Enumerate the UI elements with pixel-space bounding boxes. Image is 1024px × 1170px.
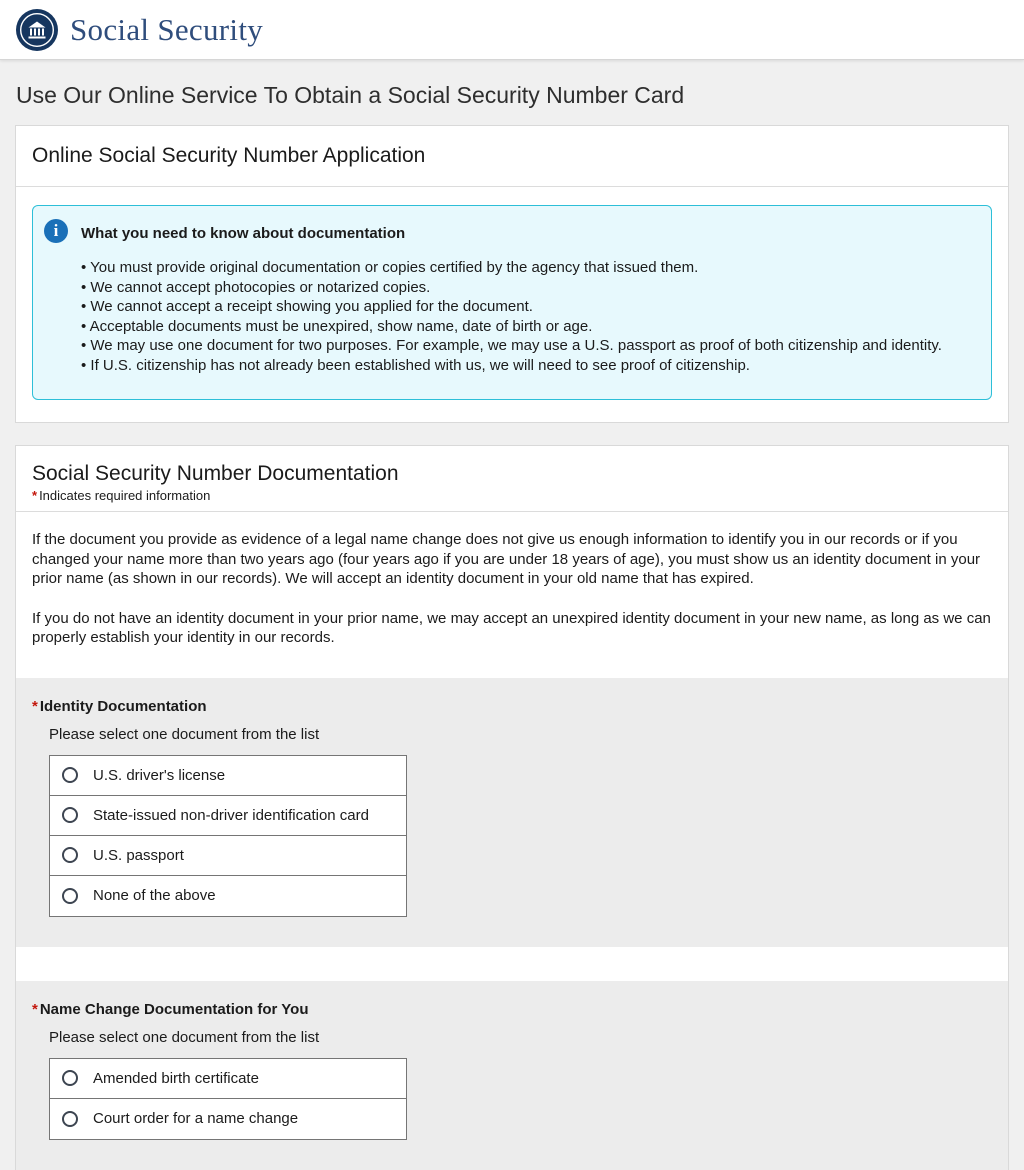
question-label: [32, 698, 992, 715]
intro-paragraph: If the document you provide as evidence of a legal name change does not give us enough information to identify you in our records or if you changed your name more than two years ago (four years ago if you are under 18 years of age), you must show us an identity document in your prior name (as shown in our records). We will accept an identity document in your old name that has expired.: [32, 531, 981, 587]
identity-option-list: [49, 755, 407, 917]
info-alert-item: • We may use one document for two purposes. For example, we may use a U.S. passport as proof of both citizenship and identity.: [81, 336, 971, 356]
application-card-body: [16, 187, 1008, 422]
main-content: [0, 82, 1024, 1170]
option-label: None of the above: [93, 887, 216, 904]
brand-wordmark: Social Security: [70, 11, 264, 47]
question-label-text: Identity Documentation: [39, 697, 207, 715]
question-name-change-documentation: [16, 981, 1008, 1170]
documentation-card-title: Social Security Number Documentation: [32, 462, 399, 485]
intro-paragraph: If you do not have an identity document in your prior name, we may accept an unexpired identity document in your new name, as long as we can properly establish your identity in our records.: [32, 609, 991, 646]
info-alert-item: • We cannot accept a receipt showing you applied for the document.: [81, 297, 971, 317]
info-alert-list: [81, 258, 971, 375]
application-card-header: [16, 126, 1008, 187]
radio-button-icon[interactable]: [62, 888, 78, 904]
radio-button-icon[interactable]: [62, 1111, 78, 1127]
info-icon: [44, 219, 68, 243]
option-label: Amended birth certificate: [93, 1069, 259, 1087]
required-asterisk: *: [32, 697, 38, 715]
info-alert-item: • If U.S. citizenship has not already been established with us, we will need to see proof of citizenship.: [81, 356, 971, 376]
info-alert-item: • You must provide original documentation or copies certified by the agency that issued them.: [81, 258, 971, 278]
documentation-card-header: [16, 446, 1008, 512]
question-hint: Please select one document from the list: [49, 725, 320, 743]
section-gap: [16, 947, 1008, 981]
option-us-passport[interactable]: [50, 836, 406, 876]
radio-button-icon[interactable]: [62, 1070, 78, 1086]
info-alert-item: • We cannot accept photocopies or notarized copies.: [81, 278, 971, 298]
question-identity-documentation: [16, 678, 1008, 947]
question-hint: Please select one document from the list: [49, 1028, 320, 1046]
option-label: Court order for a name change: [93, 1110, 299, 1127]
info-alert: [32, 205, 992, 400]
question-label: [32, 1001, 992, 1018]
info-alert-title: What you need to know about documentation: [81, 225, 406, 242]
application-card-title: Online Social Security Number Application: [32, 144, 426, 167]
application-card: [15, 125, 1009, 423]
option-none-of-the-above[interactable]: [50, 876, 406, 916]
documentation-intro: [16, 512, 1008, 678]
option-label: State-issued non-driver identification card: [93, 806, 369, 824]
option-court-order-name-change[interactable]: [50, 1099, 406, 1139]
required-note-text: Indicates required information: [39, 488, 211, 503]
site-header: [0, 0, 1024, 60]
ssa-seal-icon: [16, 9, 58, 51]
required-asterisk: *: [32, 1000, 38, 1018]
radio-button-icon[interactable]: [62, 847, 78, 863]
radio-button-icon[interactable]: [62, 807, 78, 823]
required-note: [32, 488, 992, 503]
option-label: U.S. driver's license: [93, 766, 226, 784]
option-us-drivers-license[interactable]: [50, 756, 406, 796]
option-state-issued-id[interactable]: [50, 796, 406, 836]
info-alert-item: • Acceptable documents must be unexpired, show name, date of birth or age.: [81, 317, 971, 337]
page-title: Use Our Online Service To Obtain a Social Security Number Card: [16, 82, 685, 108]
option-amended-birth-certificate[interactable]: [50, 1059, 406, 1099]
documentation-card: [15, 445, 1009, 1170]
required-asterisk: *: [32, 488, 38, 503]
question-label-text: Name Change Documentation for You: [39, 1000, 309, 1018]
name-change-option-list: [49, 1058, 407, 1140]
option-label: U.S. passport: [93, 846, 184, 864]
radio-button-icon[interactable]: [62, 767, 78, 783]
